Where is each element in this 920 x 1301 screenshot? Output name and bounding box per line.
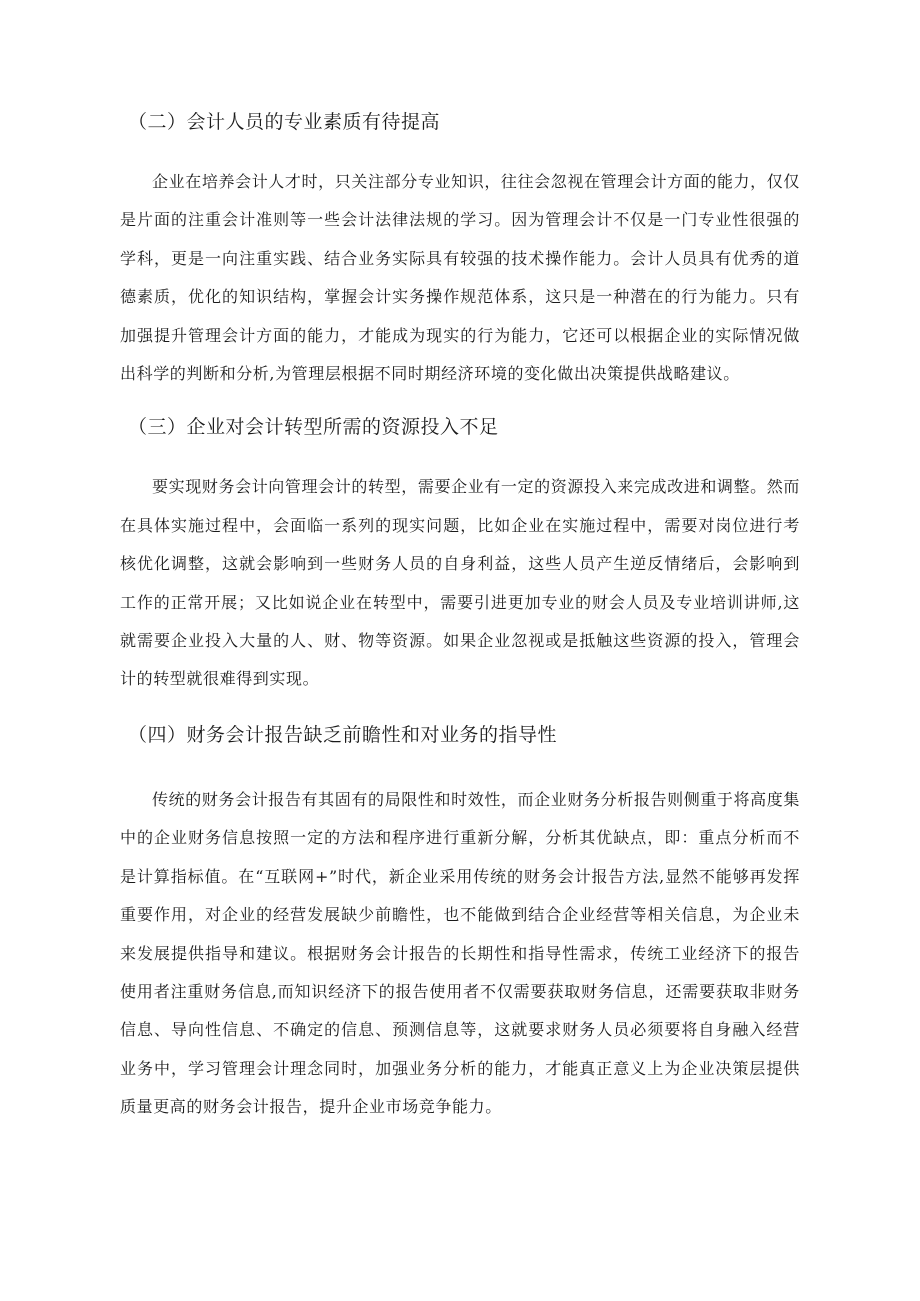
section-paragraph-4: 传统的财务会计报告有其固有的局限性和时效性，而企业财务分析报告则侧重于将高度集中的企业财务信息按照一定的方法和程序进行重新分解，分析其优缺点，即：重点分析而不是计算指标值。在“互联网+”时代，新企业采用传统的财务会计报告方法,显然不能够再发挥重要作用，对企业的经营发展缺少前瞻性，也不能做到结合企业经营等相关信息，为企业未来发展提供指导和建议。根据财务会计报告的长期性和指导性需求，传统工业经济下的报告使用者注重财务信息,而知识经济下的报告使用者不仅需要获取财务信息，还需要获取非财务信息、导向性信息、不确定的信息、预测信息等，这就要求财务人员必须要将自身融入经营业务中，学习管理会计理念同时，加强业务分析的能力，才能真正意义上为企业决策层提供质量更高的财务会计报告，提升企业市场竞争能力。 [120,789,800,1117]
section-heading-2: （二）会计人员的专业素质有待提高 [128,111,441,133]
section-paragraph-3: 要实现财务会计向管理会计的转型，需要企业有一定的资源投入来完成改进和调整。然而在具体实施过程中，会面临一系列的现实问题，比如企业在实施过程中，需要对岗位进行考核优化调整，这就会影响到一些财务人员的自身利益，这些人员产生逆反情绪后，会影响到工作的正常开展；又比如说企业在转型中，需要引进更加专业的财会人员及专业培训讲师,这就需要企业投入大量的人、财、物等资源。如果企业忽视或是抵触这些资源的投入，管理会计的转型就很难得到实现。 [120,477,800,689]
section-heading-3: （三）企业对会计转型所需的资源投入不足 [128,416,499,439]
section-heading-4: （四）财务会计报告缺乏前瞻性和对业务的指导性 [128,723,558,746]
section-paragraph-2: 企业在培养会计人才时，只关注部分专业知识，往往会忽视在管理会计方面的能力，仅仅是片面的注重会计准则等一些会计法律法规的学习。因为管理会计不仅是一门专业性很强的学科，更是一向注重实践、结合业务实际具有较强的技术操作能力。会计人员具有优秀的道德素质，优化的知识结构，掌握会计实务操作规范体系，这只是一种潜在的行为能力。只有加强提升管理会计方面的能力，才能成为现实的行为能力，它还可以根据企业的实际情况做出科学的判断和分析,为管理层根据不同时期经济环境的变化做出决策提供战略建议。 [120,172,800,384]
document-body [120,104,800,1127]
